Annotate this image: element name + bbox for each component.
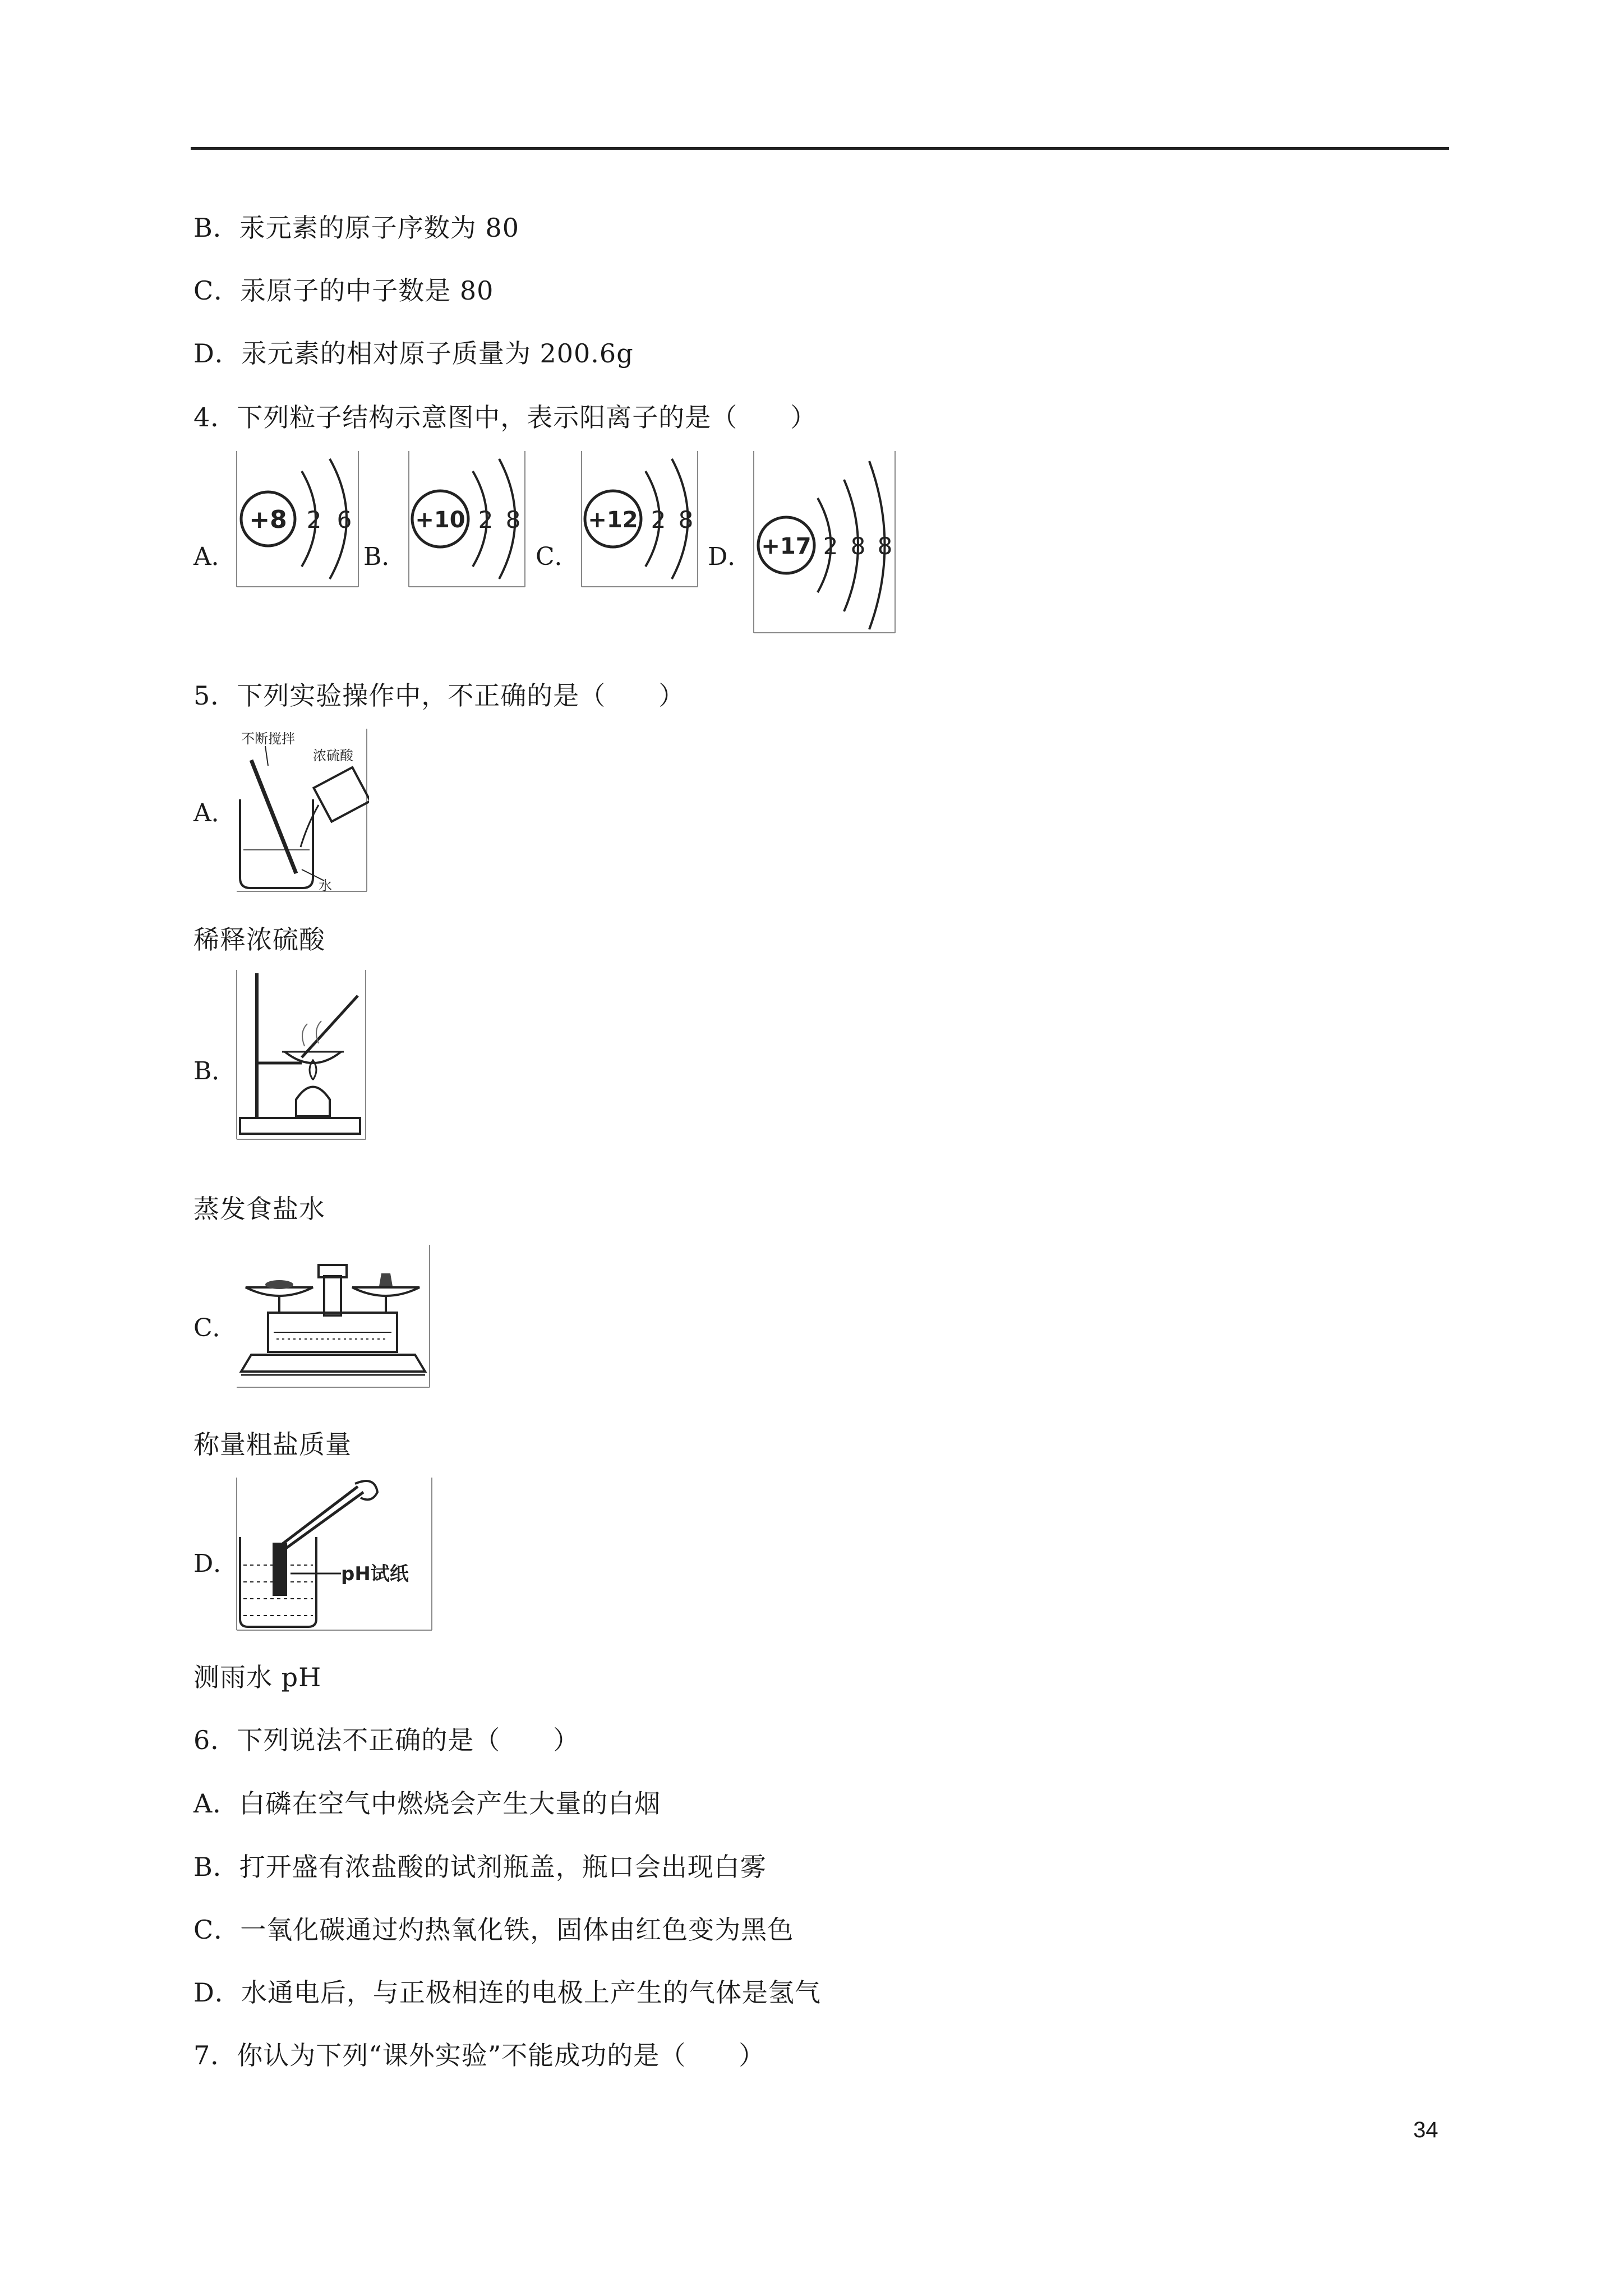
- q4-option-a-atom-diagram: [234, 449, 361, 589]
- q5-option-a-caption: 稀释浓硫酸: [193, 924, 325, 955]
- q4-b-shell-1: 2: [478, 506, 494, 533]
- q5-a-label-stir: 不断搅拌: [241, 731, 295, 747]
- q6-option-b: B．打开盛有浓盐酸的试剂瓶盖，瓶口会出现白雾: [193, 1852, 767, 1882]
- q5-stem: 5．下列实验操作中，不正确的是（ ）: [193, 680, 685, 711]
- q7-stem: 7．你认为下列“课外实验”不能成功的是（ ）: [193, 2040, 766, 2070]
- q5-a-label-water: 水: [319, 878, 332, 894]
- q4-c-shell-1: 2: [651, 506, 666, 533]
- q5-option-a-label: A．: [193, 799, 236, 827]
- q4-a-nucleus-charge: +8: [249, 505, 287, 534]
- q4-b-nucleus-charge: +10: [415, 507, 465, 533]
- q6-option-a: A．白磷在空气中燃烧会产生大量的白烟: [193, 1788, 661, 1819]
- q4-b-shell-2: 8: [505, 506, 521, 533]
- q4-option-b-label: B．: [363, 542, 407, 571]
- q6-option-d: D．水通电后，与正极相连的电极上产生的气体是氢气: [193, 1977, 821, 2008]
- q5-option-c-label: C．: [193, 1314, 237, 1342]
- q4-option-d-label: D．: [708, 542, 753, 571]
- q4-d-shell-2: 8: [850, 532, 866, 560]
- q4-stem: 4．下列粒子结构示意图中，表示阳离子的是（ ）: [193, 402, 817, 432]
- q4-d-shell-3: 8: [877, 532, 893, 560]
- q3-option-d: D．汞元素的相对原子质量为 200.6g: [193, 338, 634, 369]
- q4-option-a-label: A．: [193, 542, 236, 571]
- q4-option-b-atom-diagram: [407, 449, 527, 589]
- q4-option-c-atom-diagram: [579, 449, 700, 589]
- q4-c-nucleus-charge: +12: [588, 507, 638, 533]
- q3-option-b: B．汞元素的原子序数为 80: [193, 213, 519, 243]
- q5-option-b-evaporation-figure: [234, 968, 368, 1142]
- q4-d-nucleus-charge: +17: [761, 533, 811, 559]
- q4-option-d-atom-diagram: [751, 449, 897, 635]
- q6-stem: 6．下列说法不正确的是（ ）: [193, 1725, 580, 1755]
- q5-option-c-caption: 称量粗盐质量: [193, 1429, 352, 1460]
- q5-option-c-balance-figure: [234, 1243, 432, 1389]
- q4-a-shell-2: 6: [336, 506, 352, 533]
- q5-option-a-dilute-acid-figure: [234, 726, 369, 894]
- q4-a-shell-1: 2: [306, 506, 322, 533]
- q4-option-c-label: C．: [536, 542, 579, 571]
- q5-d-label-ph-paper: pH试纸: [341, 1563, 409, 1585]
- q5-option-b-label: B．: [193, 1057, 237, 1085]
- q5-option-d-ph-test-figure: [234, 1475, 434, 1632]
- q5-option-b-caption: 蒸发食盐水: [193, 1194, 325, 1224]
- q6-option-c: C．一氧化碳通过灼热氧化铁，固体由红色变为黑色: [193, 1915, 794, 1945]
- header-rule: [191, 147, 1449, 150]
- q5-option-d-label: D．: [193, 1549, 238, 1578]
- q4-d-shell-1: 2: [823, 532, 838, 560]
- q3-option-c: C．汞原子的中子数是 80: [193, 275, 494, 306]
- page-number: 34: [1413, 2118, 1438, 2142]
- q5-a-label-acid: 浓硫酸: [313, 748, 353, 763]
- q4-c-shell-2: 8: [678, 506, 694, 533]
- q5-option-d-caption: 测雨水 pH: [193, 1662, 322, 1692]
